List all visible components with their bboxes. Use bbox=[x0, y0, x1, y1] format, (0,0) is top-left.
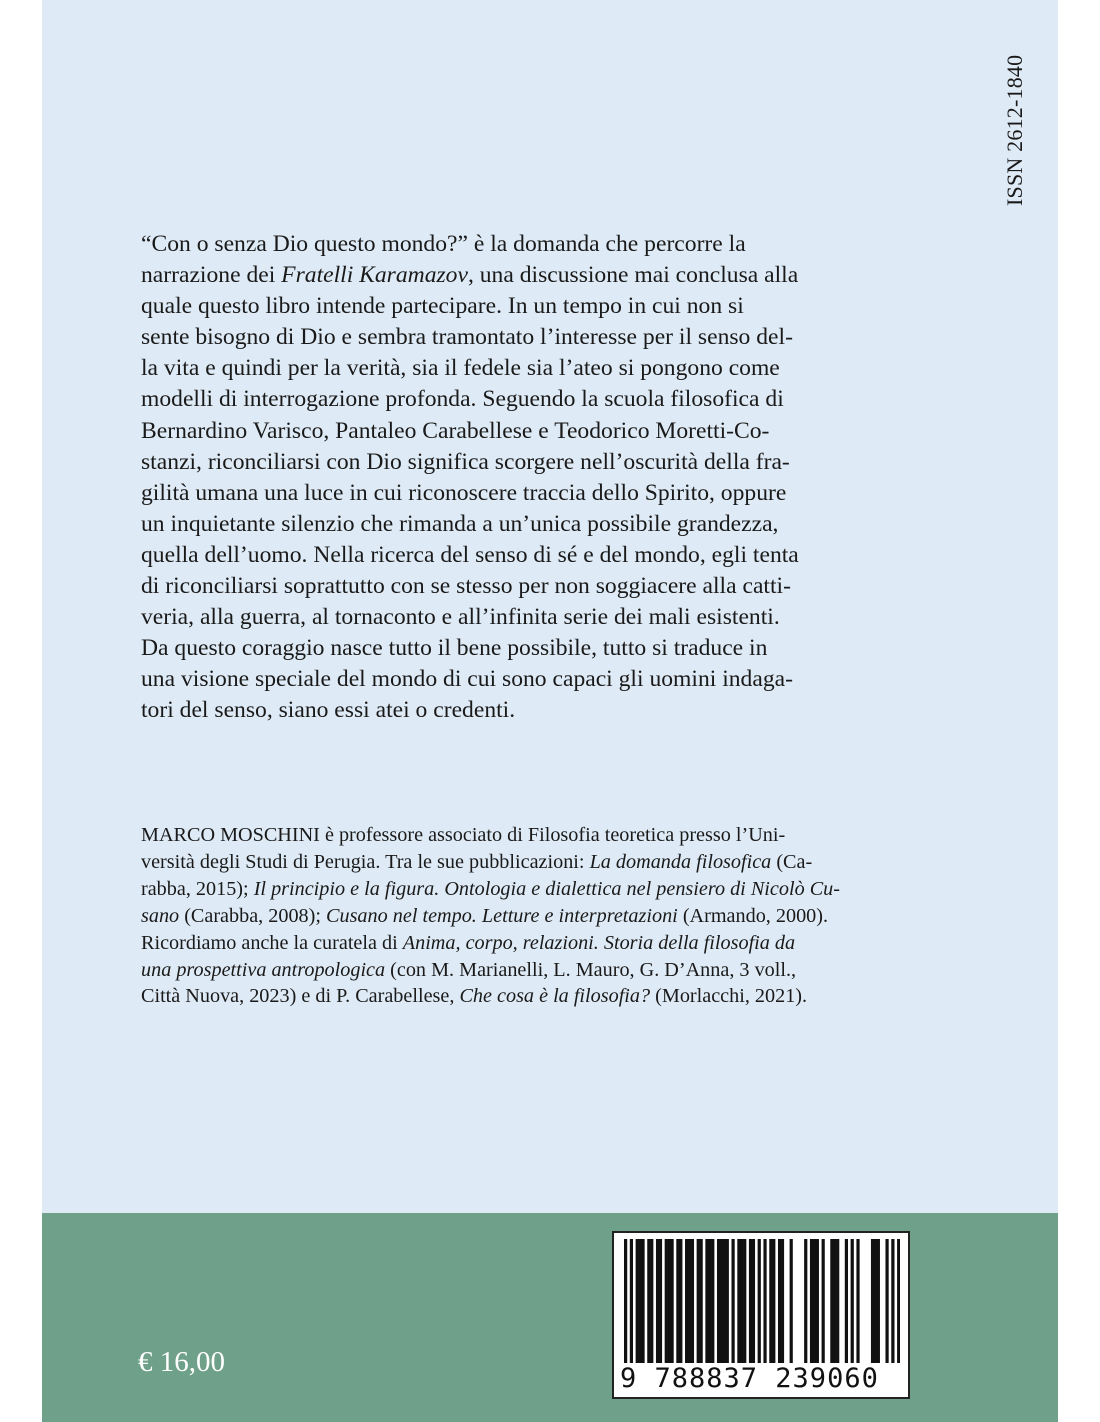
barcode-bar bbox=[836, 1239, 839, 1363]
barcode-bar bbox=[659, 1239, 662, 1363]
barcode-bar bbox=[813, 1239, 816, 1363]
barcode-number: 9 788837 239060 bbox=[620, 1363, 879, 1394]
barcode-bar bbox=[752, 1239, 755, 1363]
barcode-bar bbox=[871, 1239, 874, 1363]
italic-title: Il principio e la figura. Ontologia e dialettica nel pensiero di Nicolò Cu- bbox=[253, 877, 840, 900]
barcode-bar bbox=[647, 1239, 650, 1363]
barcode-bar bbox=[851, 1239, 854, 1363]
barcode-bar bbox=[726, 1239, 729, 1363]
barcode-bar bbox=[769, 1239, 772, 1363]
barcode-bar bbox=[740, 1239, 743, 1363]
barcode-bar bbox=[743, 1239, 746, 1363]
barcode-bar bbox=[656, 1239, 659, 1363]
barcode-bar bbox=[685, 1239, 688, 1363]
barcode-bar bbox=[891, 1239, 894, 1363]
book-blurb: “Con o senza Dio questo mondo?” è la domanda che percorre la narrazione dei Fratelli Karamazov, una discussione mai conclusa alla quale questo libro intende partecipare. In un tempo in cui non si sente bisogno di Dio e sembra tramontato l’interesse per il senso del- la vita e quindi per la verità, sia il fedele sia l’ateo si pongono come modelli di interrogazione profonda. Seguendo la scuola filosofica di Bernardino Varisco, Pantaleo Carabellese e Teodorico Moretti-Co- stanzi, riconciliarsi con Dio significa scorgere nell’oscurità della fra- gilità umana una luce in cui riconoscere traccia dello Spirito, oppure un inquietante silenzio che rimanda a un’unica possibile grandezza, quella dell’uomo. Nella ricerca del senso di sé e del mondo, egli tenta di riconciliarsi soprattutto con se stesso per non soggiacere alla catti- veria, alla guerra, al tornaconto e all’infinita serie dei mali esistenti. Da questo coraggio nasce tutto il bene possibile, tutto si traduce in una visione speciale del mondo di cui sono capaci gli uomini indaga- tori del senso, siano essi atei o credenti. bbox=[141, 231, 799, 724]
barcode-bar bbox=[650, 1239, 653, 1363]
isbn-barcode bbox=[612, 1231, 910, 1399]
barcode-bar bbox=[737, 1239, 740, 1363]
barcode-bar bbox=[691, 1239, 694, 1363]
barcode-bar bbox=[688, 1239, 691, 1363]
barcode-bar bbox=[790, 1239, 793, 1363]
barcode-bar bbox=[833, 1239, 836, 1363]
italic-title: sano bbox=[141, 904, 180, 927]
author-bio: MARCO MOSCHINI è professore associato di Filosofia teoretica presso l’Uni- versità degli Studi di Perugia. Tra le sue pubblicazioni: La domanda filosofica (Ca- rabba, 2015); Il principio e la figura. Ontologia e dialettica nel pensiero di Nicolò Cu- sano (Carabba, 2008); Cusano nel tempo. Letture e interpretazioni (Armando, 2000). Ricordiamo anche la curatela di Anima, corpo, relazioni. Storia della filosofia da una prospettiva antropologica (con M. Marianelli, L. Mauro, G. D’Anna, 3 voll., Città Nuova, 2023) e di P. Carabellese, Che cosa è la filosofia? (Morlacchi, 2021). bbox=[141, 824, 840, 1008]
barcode-bar bbox=[679, 1239, 682, 1363]
barcode-bar bbox=[697, 1239, 700, 1363]
barcode-bar bbox=[856, 1239, 859, 1363]
barcode-bar bbox=[763, 1239, 766, 1363]
barcode-bar bbox=[885, 1239, 888, 1363]
barcode-bar bbox=[804, 1239, 807, 1363]
barcode-bar bbox=[772, 1239, 775, 1363]
barcode-bar bbox=[636, 1239, 639, 1363]
barcode-bar bbox=[717, 1239, 720, 1363]
barcode-bar bbox=[749, 1239, 752, 1363]
italic-title: Anima, corpo, relazioni. Storia della filosofia da bbox=[402, 931, 796, 954]
barcode-bar bbox=[810, 1239, 813, 1363]
barcode-bar bbox=[758, 1239, 761, 1363]
barcode-bars bbox=[624, 1239, 900, 1363]
barcode-bar bbox=[781, 1239, 784, 1363]
barcode-bar bbox=[778, 1239, 781, 1363]
barcode-bar bbox=[877, 1239, 880, 1363]
barcode-bar bbox=[830, 1239, 833, 1363]
price-label: € 16,00 bbox=[138, 1346, 225, 1378]
barcode-bar bbox=[874, 1239, 877, 1363]
barcode-bar bbox=[670, 1239, 673, 1363]
barcode-bar bbox=[639, 1239, 642, 1363]
barcode-bar bbox=[624, 1239, 627, 1363]
italic-title: Fratelli Karamazov bbox=[281, 262, 468, 289]
barcode-bar bbox=[720, 1239, 723, 1363]
barcode-bar bbox=[708, 1239, 711, 1363]
barcode-bar bbox=[700, 1239, 703, 1363]
italic-title: una prospettiva antropologica bbox=[141, 958, 386, 981]
barcode-bar bbox=[723, 1239, 726, 1363]
barcode-bar bbox=[705, 1239, 708, 1363]
italic-title: Cusano nel tempo. Letture e interpretazioni bbox=[326, 904, 678, 927]
issn-label: ISSN 2612-1840 bbox=[1002, 54, 1027, 206]
barcode-bar bbox=[822, 1239, 825, 1363]
barcode-bar bbox=[816, 1239, 819, 1363]
barcode-bar bbox=[630, 1239, 633, 1363]
barcode-bar bbox=[897, 1239, 900, 1363]
barcode-bar bbox=[665, 1239, 668, 1363]
barcode-bar bbox=[668, 1239, 671, 1363]
barcode-bar bbox=[711, 1239, 714, 1363]
italic-title: La domanda filosofica bbox=[589, 850, 772, 873]
barcode-bar bbox=[845, 1239, 848, 1363]
barcode-bar bbox=[676, 1239, 679, 1363]
barcode-bar bbox=[731, 1239, 734, 1363]
italic-title: Che cosa è la filosofia? bbox=[459, 985, 651, 1008]
barcode-bar bbox=[641, 1239, 644, 1363]
